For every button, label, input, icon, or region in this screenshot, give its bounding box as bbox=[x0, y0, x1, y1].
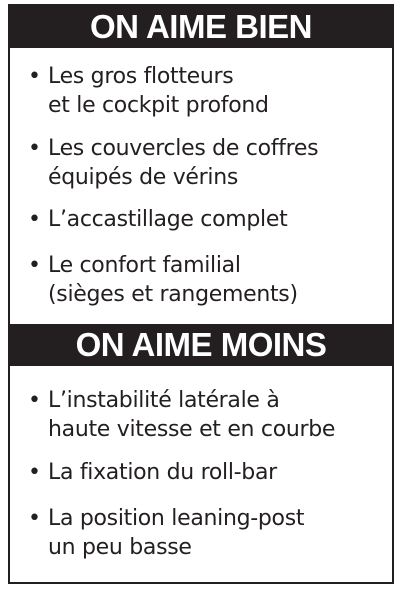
bullet-icon: • bbox=[28, 253, 41, 278]
likes-heading: ON AIME BIEN bbox=[10, 6, 392, 48]
dislikes-heading: ON AIME MOINS bbox=[10, 324, 392, 366]
likes-item-text: Les couvercles de coffres équipés de vérins bbox=[48, 136, 319, 190]
dislikes-item bbox=[28, 458, 386, 487]
dislikes-item-text: La position leaning-post un peu basse bbox=[48, 506, 305, 560]
dislikes-item bbox=[28, 504, 386, 562]
likes-item bbox=[28, 251, 386, 309]
bullet-icon: • bbox=[28, 136, 41, 161]
bullet-icon: • bbox=[28, 506, 41, 531]
bullet-icon: • bbox=[28, 64, 41, 89]
bullet-icon: • bbox=[28, 460, 41, 485]
likes-item bbox=[28, 62, 386, 120]
bullet-icon: • bbox=[28, 388, 41, 413]
likes-item bbox=[28, 205, 386, 234]
dislikes-item-text: L’instabilité latérale à haute vitesse et en courbe bbox=[48, 388, 336, 442]
likes-item-text: L’accastillage complet bbox=[48, 207, 288, 232]
likes-item bbox=[28, 134, 386, 192]
likes-item-text: Le confort familial (sièges et rangements) bbox=[48, 253, 298, 307]
pros-cons-box bbox=[8, 4, 394, 584]
bullet-icon: • bbox=[28, 207, 41, 232]
dislikes-item-text: La fixation du roll-bar bbox=[48, 460, 277, 485]
dislikes-item bbox=[28, 386, 386, 444]
likes-item-text: Les gros flotteurs et le cockpit profond bbox=[48, 64, 269, 118]
